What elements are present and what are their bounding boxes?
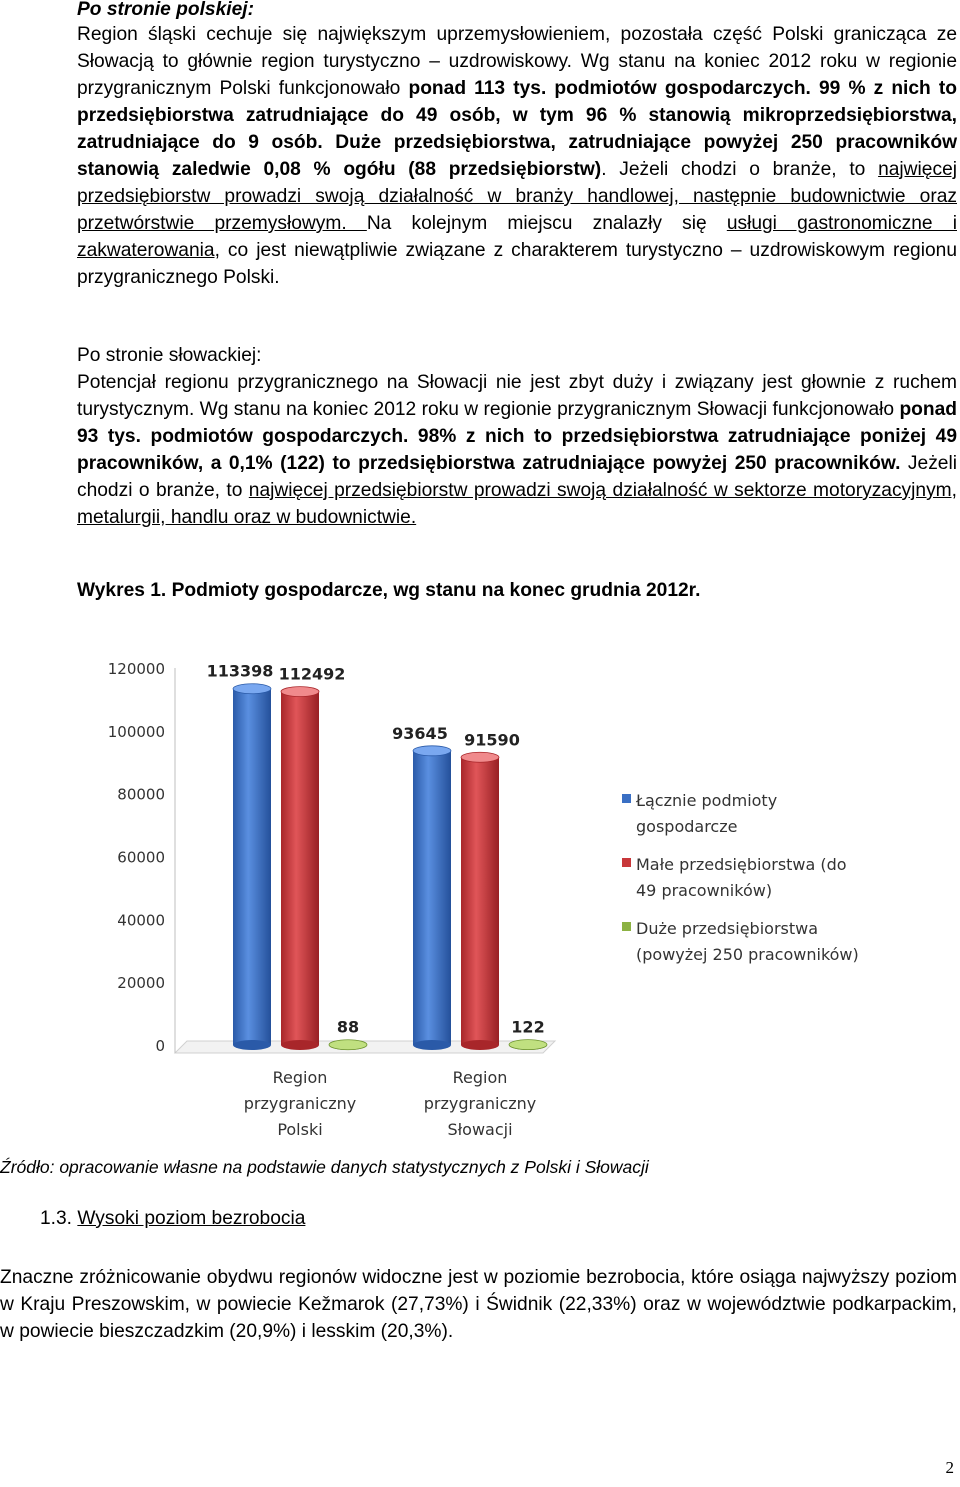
category-label: Region [272, 1068, 328, 1087]
bar-top [281, 687, 319, 697]
legend-label: 49 pracowników) [636, 881, 773, 900]
category-label: Polski [277, 1120, 323, 1139]
y-tick-label: 20000 [117, 974, 165, 993]
polish-heading: Po stronie polskiej: [77, 0, 254, 20]
data-label: 122 [511, 1017, 545, 1037]
data-label: 93645 [392, 723, 448, 743]
y-tick-label: 100000 [107, 722, 165, 741]
legend-label: (powyżej 250 pracowników) [636, 945, 859, 964]
bar-top [413, 746, 451, 756]
polish-underlined-1: najwięcej przedsiębiorstw prowadzi swoją działalność w branży handlowej, następnie budownictwie oraz przetwórstwie przemysłowym. [77, 159, 958, 234]
y-tick-label: 40000 [117, 911, 165, 930]
y-tick-label: 120000 [107, 660, 165, 678]
y-tick-label: 80000 [117, 785, 165, 804]
chart-caption: Wykres 1. Podmioty gospodarcze, wg stanu na konec grudnia 2012r. [77, 580, 701, 601]
slovak-text-1: Potencjał regionu przygranicznego na Słowacji nie jest zbyt duży i związany jest głownie z ruchem turystycznym. Wg stanu na koniec 2012 roku w regionie przygranicznym Słowacji funkcjonowało [77, 372, 957, 420]
chart-legend [622, 791, 859, 964]
page-number: 2 [945, 1458, 954, 1477]
bar-base [413, 1040, 451, 1050]
unemployment-paragraph: Znaczne zróżnicowanie obydwu regionów widoczne jest w poziomie bezrobocia, które osiąga najwyższy poziom w Kraju Preszowskim, w powiecie Kežmarok (27,73%) i Świdnik (22,33%) oraz w województwie podkarpackim, w powiecie bieszczadzkim (20,9%) i lesskim (20,3%). [0, 1267, 957, 1342]
legend-label: Łącznie podmioty [636, 791, 778, 810]
bar [461, 757, 499, 1045]
bar-base [281, 1040, 319, 1050]
slovak-underlined: najwięcej przedsiębiorstw prowadzi swoją działalność w sektorze motoryzacyjnym, metalurgii, handlu oraz w budownictwie. [77, 480, 957, 528]
section-number: 1.3. [40, 1208, 73, 1229]
chart-source: Źródło: opracowanie własne na podstawie danych statystycznych z Polski i Słowacji [0, 1157, 649, 1177]
data-label: 91590 [464, 730, 520, 750]
bar-base [233, 1040, 271, 1050]
legend-swatch [622, 858, 631, 867]
slovak-text-2: Jeżeli chodzi o branże, to [77, 453, 957, 501]
legend-swatch [622, 794, 631, 803]
bar-top [329, 1040, 367, 1050]
polish-text-2: . Jeżeli chodzi o branże, to [601, 159, 879, 180]
category-label: Słowacji [447, 1120, 513, 1139]
bar-top [461, 752, 499, 762]
slovak-bold-text: ponad 93 tys. podmiotów gospodarczych. 98% z nich to przedsiębiorstwa zatrudniające poniżej 49 pracowników, a 0,1% (122) to przedsiębiorstwa zatrudniające powyżej 250 pracowników. [77, 399, 957, 474]
polish-paragraph [77, 21, 957, 291]
legend-label: Duże przedsiębiorstwa [636, 919, 819, 938]
section-heading [40, 1208, 305, 1230]
bar [413, 751, 451, 1045]
slovak-paragraph [77, 369, 957, 531]
bar [233, 689, 271, 1045]
data-label: 88 [336, 1017, 360, 1037]
slovak-heading: Po stronie słowackiej: [77, 345, 262, 366]
polish-text-4: co jest niewątpliwie związane z charakterem turystyczno – uzdrowiskowym regionu przygranicznego Polski. [77, 240, 957, 288]
data-label: 112492 [278, 664, 346, 684]
polish-underlined-2: usługi gastronomiczne i zakwaterowania, [77, 213, 957, 261]
legend-label: gospodarcze [636, 817, 738, 836]
category-label: Region [452, 1068, 508, 1087]
category-label: przygraniczny [423, 1094, 537, 1113]
y-tick-label: 0 [155, 1037, 165, 1055]
polish-text-3: Na kolejnym miejscu znalazły się [366, 213, 727, 234]
legend-label: Małe przedsiębiorstwa (do [636, 855, 847, 874]
bar-top [509, 1040, 547, 1050]
y-tick-label: 60000 [117, 848, 165, 867]
legend-swatch [622, 922, 631, 931]
bar [281, 692, 319, 1045]
polish-text-1: Region śląski cechuje się największym uprzemysłowieniem, pozostała część Polski granicząca ze Słowacją to głównie region turystyczno – uzdrowiskowy. Wg stanu na koniec 2012 roku w regionie przygranicznym Polski funkcjonowało [77, 24, 957, 99]
bar-top [233, 684, 271, 694]
section-title: Wysoki poziom bezrobocia [77, 1208, 306, 1229]
data-label: 113398 [206, 661, 274, 681]
bar-base [461, 1040, 499, 1050]
bar-chart [95, 640, 915, 1140]
polish-bold-text: ponad 113 tys. podmiotów gospodarczych. 99 % z nich to przedsiębiorstwa zatrudniające do 49 osób, w tym 96 % stanowią mikroprzedsiębiorstwa, zatrudniające do 9 osób. Duże przedsiębiorstwa, zatrudniające powyżej 250 pracowników stanowią zaledwie 0,08 % ogółu (88 przedsiębiorstw) [77, 78, 958, 180]
category-label: przygraniczny [243, 1094, 357, 1113]
